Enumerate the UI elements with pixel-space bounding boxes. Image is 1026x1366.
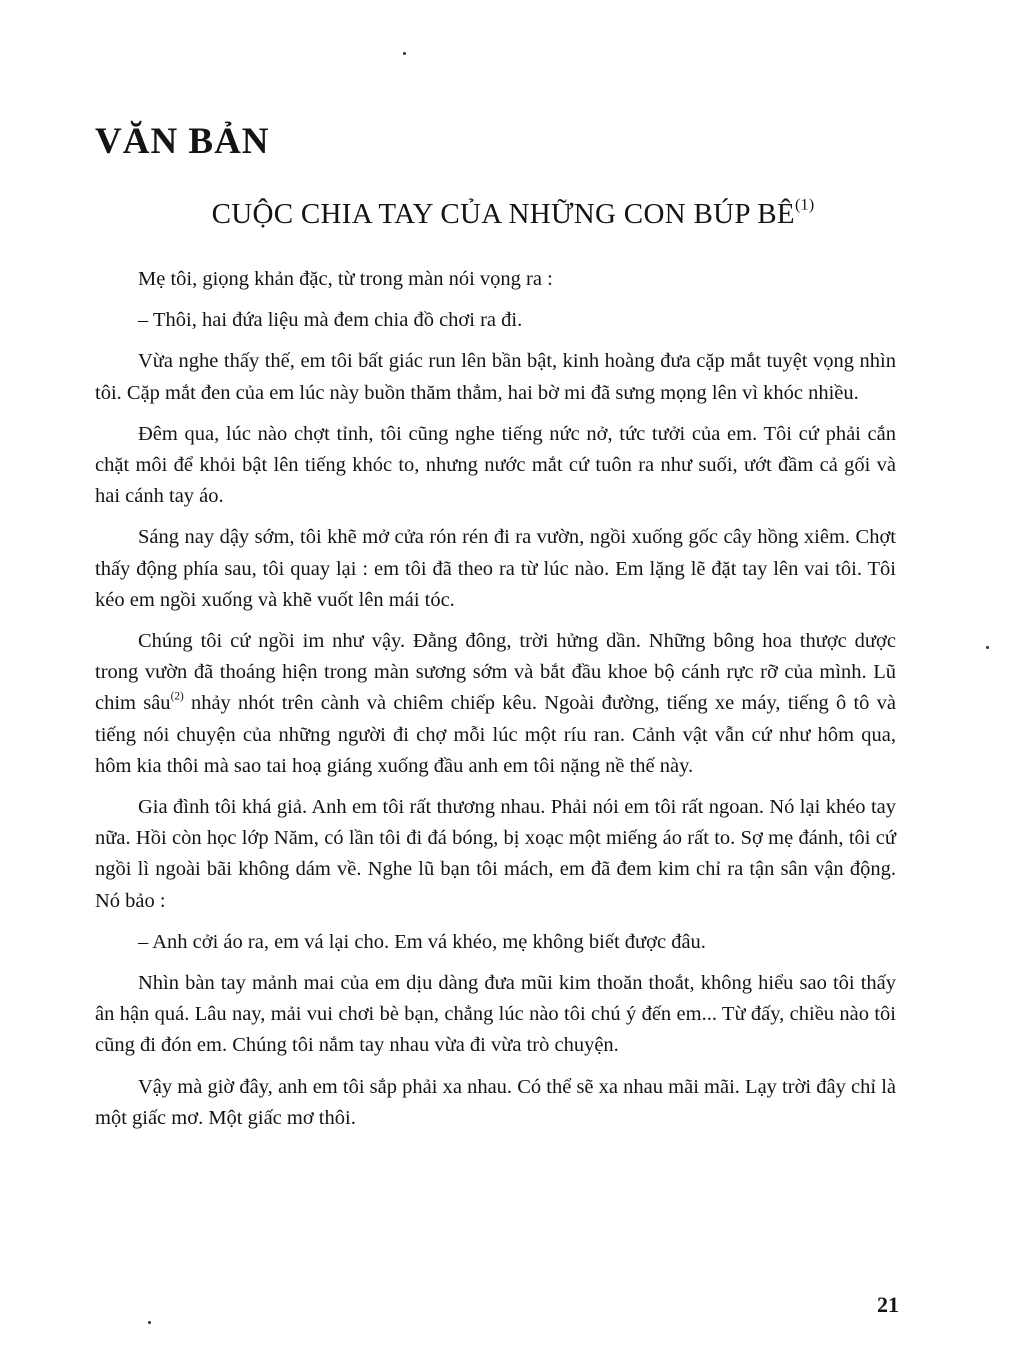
page-number: 21: [877, 1292, 899, 1317]
paragraph: Vừa nghe thấy thế, em tôi bất giác run lên bần bật, kinh hoàng đưa cặp mắt tuyệt vọng nhìn tôi. Cặp mắt đen của em lúc này buồn thăm thẳm, hai bờ mi đã sưng mọng lên vì khóc nhiều.: [95, 350, 896, 404]
paragraph-text: Chúng tôi cứ ngồi im như vậy. Đằng đông, trời hửng dần. Những bông hoa thược dược trong vườn đã thoáng hiện trong màn sương sớm và bắt đầu khoe bộ cánh rực rỡ của mình. Lũ chim sâu: [95, 630, 896, 715]
story-title-text: CUỘC CHIA TAY CỦA NHỮNG CON BÚP BÊ: [211, 198, 795, 230]
paragraph: – Thôi, hai đứa liệu mà đem chia đồ chơi ra đi.: [138, 309, 523, 332]
paragraph: Gia đình tôi khá giả. Anh em tôi rất thương nhau. Phải nói em tôi rất ngoan. Nó lại khéo tay nữa. Hồi còn học lớp Năm, có lần tôi đi đá bóng, bị xoạc một miếng áo rất to. Sợ mẹ đánh, tôi cứ ngồi lì ngoài bãi không dám về. Nghe lũ bạn tôi mách, em đã đem kim chỉ ra tận sân vận động. Nó bảo :: [95, 796, 896, 912]
scan-speck: [986, 646, 989, 649]
paragraph: – Anh cởi áo ra, em vá lại cho. Em vá khéo, mẹ không biết được đâu.: [138, 930, 706, 953]
scan-speck: [148, 1321, 151, 1324]
footnote-marker: (2): [170, 690, 184, 703]
paragraph: Vậy mà giờ đây, anh em tôi sắp phải xa nhau. Có thể sẽ xa nhau mãi mãi. Lạy trời đây chỉ là một giấc mơ. Một giấc mơ thôi.: [95, 1075, 896, 1129]
paragraph: Mẹ tôi, giọng khản đặc, từ trong màn nói vọng ra :: [138, 268, 553, 290]
paragraph: Đêm qua, lúc nào chợt tỉnh, tôi cũng nghe tiếng nức nở, tức tưởi của em. Tôi cứ phải cắn chặt môi để khỏi bật lên tiếng khóc to, nhưng nước mắt cứ tuôn ra như suối, ướt đầm cả gối và hai cánh tay áo.: [95, 422, 896, 508]
paragraph: [95, 626, 896, 782]
paragraph: Sáng nay dậy sớm, tôi khẽ mở cửa rón rén đi ra vườn, ngồi xuống gốc cây hồng xiêm. Chợt thấy động phía sau, tôi quay lại : em tôi đã theo ra từ lúc nào. Em lặng lẽ đặt tay lên vai tôi. Tôi kéo em ngồi xuống và khẽ vuốt lên mái tóc.: [95, 526, 896, 611]
paragraph-text: nhảy nhót trên cành và chiêm chiếp kêu. Ngoài đường, tiếng xe máy, tiếng ô tô và tiếng nói chuyện của những người đi chợ mỗi lúc một ríu ran. Cảnh vật vẫn cứ như hôm qua, hôm kia thôi mà sao tai hoạ giáng xuống đầu anh em tôi nặng nề thế này.: [95, 692, 896, 777]
footnote-marker: (1): [794, 196, 815, 214]
section-heading: VĂN BẢN: [95, 121, 270, 162]
story-title: [0, 198, 1026, 231]
paragraph: Nhìn bàn tay mảnh mai của em dịu dàng đưa mũi kim thoăn thoắt, không hiểu sao tôi thấy ân hận quá. Lâu nay, mải vui chơi bè bạn, chẳng lúc nào tôi chú ý đến em... Từ đấy, chiều nào tôi cũng đi đón em. Chúng tôi nắm tay nhau vừa đi vừa trò chuyện.: [95, 972, 896, 1057]
scan-speck: [403, 52, 406, 55]
story-body: [95, 264, 896, 1144]
